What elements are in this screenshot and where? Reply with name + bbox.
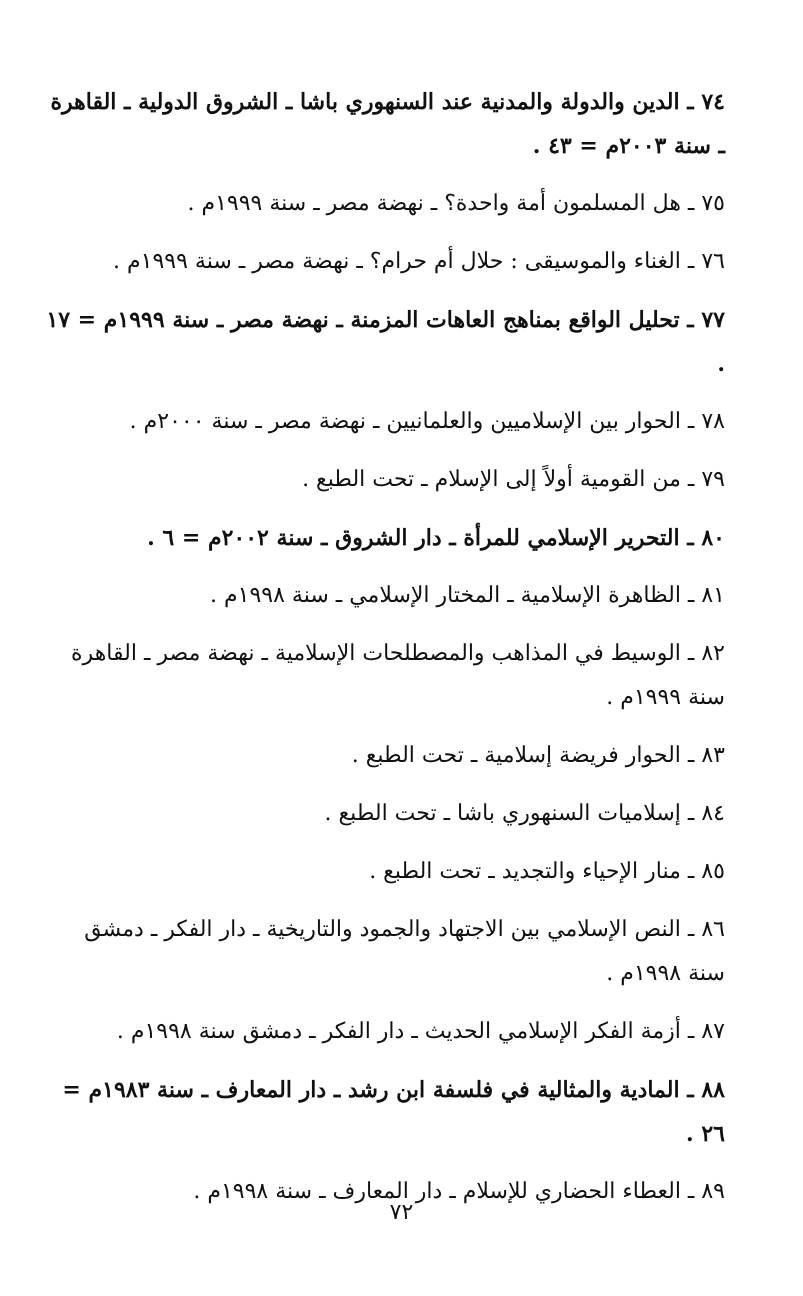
bibliography-entry-75 [46,182,725,226]
bibliography-entry-86 [46,908,725,996]
bibliography-entry-80 [46,516,725,560]
entry-text: ٧٧ ـ تحليل الواقع بمناهج العاهات المزمنة ـ نهضة مصر ـ سنة ١٩٩٩م = ١٧ . [46,307,725,377]
bibliography-list [46,80,725,1214]
page-number: ٧٢ [389,1200,414,1225]
entry-text: ٨٢ ـ الوسيط في المذاهب والمصطلحات الإسلامية ـ نهضة مصر ـ القاهرة سنة ١٩٩٩م . [71,641,725,710]
entry-text: ٨٦ ـ النص الإسلامي بين الاجتهاد والجمود والتاريخية ـ دار الفكر ـ دمشق سنة ١٩٩٨م . [84,917,725,986]
bibliography-entry-82 [46,632,725,720]
entry-text: ٧٨ ـ الحوار بين الإسلاميين والعلمانيين ـ نهضة مصر ـ سنة ٢٠٠٠م . [129,409,725,434]
bibliography-entry-76 [46,240,725,284]
bibliography-entry-79 [46,458,725,502]
entry-text: ٨٧ ـ أزمة الفكر الإسلامي الحديث ـ دار الفكر ـ دمشق سنة ١٩٩٨م . [116,1019,725,1044]
bibliography-entry-88 [46,1068,725,1156]
entry-text: ٧٤ ـ الدين والدولة والمدنية عند السنهوري باشا ـ الشروق الدولية ـ القاهرة ـ سنة ٢٠٠٣م = ٤٣ . [50,89,725,159]
bibliography-entry-84 [46,792,725,836]
bibliography-entry-78 [46,400,725,444]
entry-text: ٨٠ ـ التحرير الإسلامي للمرأة ـ دار الشروق ـ سنة ٢٠٠٢م = ٦ . [147,525,725,551]
bibliography-entry-83 [46,734,725,778]
entry-text: ٧٩ ـ من القومية أولاً إلى الإسلام ـ تحت الطبع . [302,467,725,492]
bibliography-entry-87 [46,1010,725,1054]
bibliography-entry-85 [46,850,725,894]
entry-text: ٨١ ـ الظاهرة الإسلامية ـ المختار الإسلامي ـ سنة ١٩٩٨م . [210,583,725,608]
bibliography-entry-77 [46,298,725,386]
entry-text: ٨٣ ـ الحوار فريضة إسلامية ـ تحت الطبع . [351,743,725,768]
entry-text: ٨٨ ـ المادية والمثالية في فلسفة ابن رشد ـ دار المعارف ـ سنة ١٩٨٣م = ٢٦ . [62,1077,725,1147]
bibliography-entry-74 [46,80,725,168]
entry-text: ٧٦ ـ الغناء والموسيقى : حلال أم حرام؟ ـ نهضة مصر ـ سنة ١٩٩٩م . [113,249,725,274]
entry-text: ٨٩ ـ العطاء الحضاري للإسلام ـ دار المعارف ـ سنة ١٩٩٨م . [193,1179,725,1204]
entry-text: ٨٥ ـ منار الإحياء والتجديد ـ تحت الطبع . [369,859,725,884]
entry-text: ٧٥ ـ هل المسلمون أمة واحدة؟ ـ نهضة مصر ـ سنة ١٩٩٩م . [187,191,725,216]
bibliography-entry-81 [46,574,725,618]
entry-text: ٨٤ ـ إسلاميات السنهوري باشا ـ تحت الطبع . [324,801,725,826]
